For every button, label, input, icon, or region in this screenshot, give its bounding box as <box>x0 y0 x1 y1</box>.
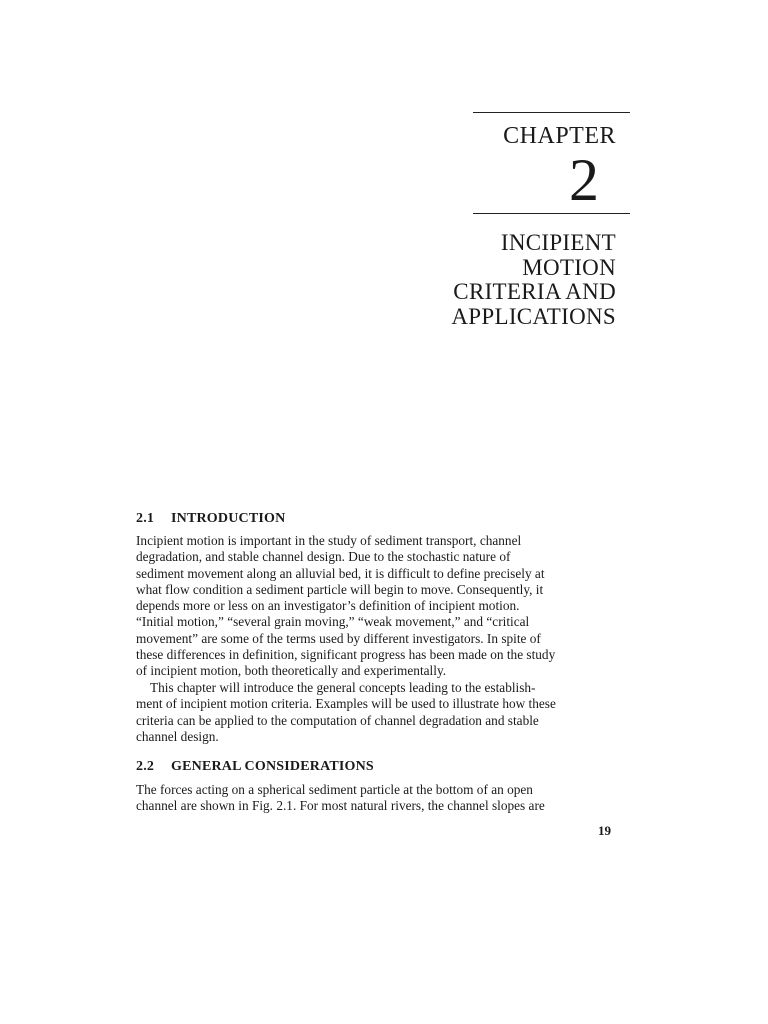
paragraph-intro-1 <box>136 533 614 680</box>
text-line: what flow condition a sediment particle will begin to move. Consequently, it <box>136 581 544 597</box>
section-title: GENERAL CONSIDERATIONS <box>171 759 374 774</box>
paragraph-general-1 <box>136 782 614 815</box>
chapter-title-line: APPLICATIONS <box>451 303 616 329</box>
text-line: sediment movement along an alluvial bed, it is difficult to define precisely at <box>136 565 545 581</box>
chapter-bottom-rule <box>473 213 630 214</box>
text-line: channel are shown in Fig. 2.1. For most natural rivers, the channel slopes are <box>136 798 545 814</box>
text-line: depends more or less on an investigator’s definition of incipient motion. <box>136 598 520 614</box>
chapter-title-line: CRITERIA AND <box>453 279 616 304</box>
paragraph-intro-2 <box>136 680 614 745</box>
chapter-top-rule <box>473 112 630 113</box>
section-heading-general-considerations <box>136 759 374 775</box>
text-line: This chapter will introduce the general concepts leading to the establish- <box>150 680 536 695</box>
text-line: degradation, and stable channel design. Due to the stochastic nature of <box>136 549 511 565</box>
text-line: these differences in definition, significant progress has been made on the study <box>136 647 556 663</box>
section-number: 2.1 <box>136 511 155 526</box>
text-line: of incipient motion, both theoretically and experimentally. <box>136 663 447 679</box>
text-line: ment of incipient motion criteria. Examples will be used to illustrate how these <box>136 696 556 712</box>
chapter-number: 2 <box>569 147 599 213</box>
chapter-title <box>286 231 616 329</box>
chapter-title-line: INCIPIENT <box>500 230 616 255</box>
chapter-title-line: MOTION <box>522 254 616 280</box>
text-line: The forces acting on a spherical sediment particle at the bottom of an open <box>136 782 533 797</box>
chapter-label: CHAPTER <box>503 123 616 149</box>
text-line: “Initial motion,” “several grain moving,” “weak movement,” and “critical <box>136 614 530 630</box>
section-number: 2.2 <box>136 759 155 774</box>
page-number: 19 <box>598 823 611 838</box>
section-heading-introduction <box>136 511 285 527</box>
text-line: channel design. <box>136 728 219 744</box>
text-line: criteria can be applied to the computation of channel degradation and stable <box>136 712 539 728</box>
text-line: movement” are some of the terms used by different investigators. In spite of <box>136 630 541 646</box>
section-title: INTRODUCTION <box>171 511 286 526</box>
text-line: Incipient motion is important in the study of sediment transport, channel <box>136 533 522 548</box>
